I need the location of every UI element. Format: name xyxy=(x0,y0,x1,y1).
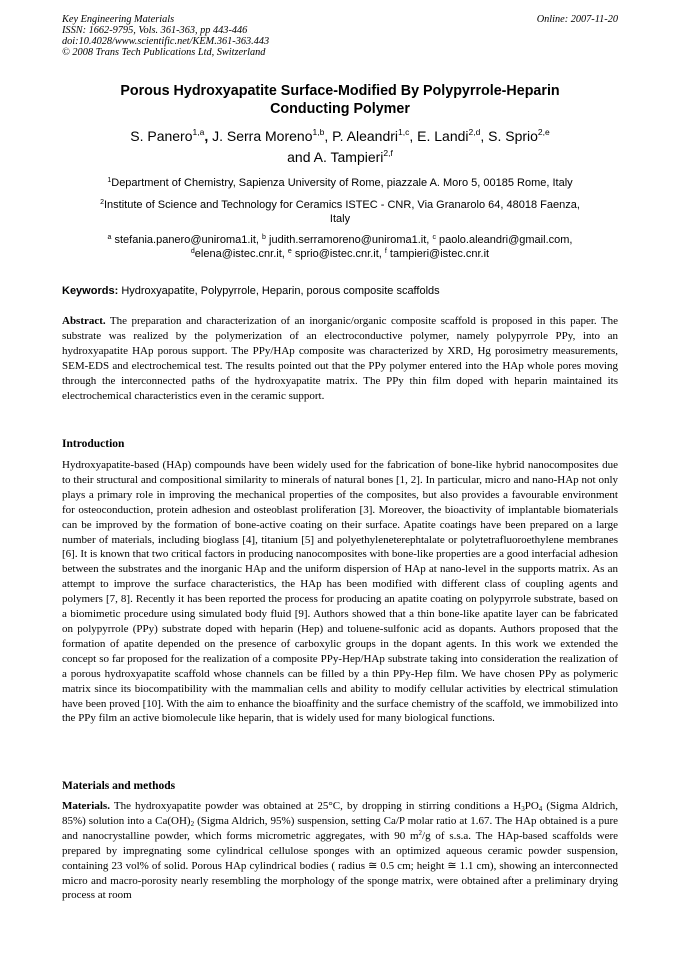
author-affiliation-mark: 2,d xyxy=(468,127,481,137)
email-address[interactable]: paolo.aleandri@gmail.com, xyxy=(439,234,573,246)
materials-paragraph xyxy=(62,799,618,903)
superscript: 2 xyxy=(418,828,423,837)
subscript: 4 xyxy=(538,805,543,813)
author-conjunction: and xyxy=(287,149,314,165)
materials-text: PO xyxy=(524,800,539,812)
email-line-1 xyxy=(62,233,618,247)
email-address[interactable]: sprio@istec.cnr.it, xyxy=(294,248,382,260)
abstract-text: The preparation and characterization of an inorganic/organic composite scaffold is proposed in this paper. The substrate was realized by the polymerization of an electroconductive polymer, namely polypyrrole PPy, into an hydroxyapatite HAp porous support. The PPy/HAp composite was characterized by XRD, Hg porosimetry measurements, SEM-EDS and electrochemical test. The results pointed out that the PPy polymer entered into the HAp whole pores moving through the interconnected paths of the hydroxyapatite matrix. The PPy thin film doped with heparin maintained its electrochemical characteristics even in the ceramic support. xyxy=(62,315,618,402)
affiliation-1 xyxy=(62,176,618,190)
copyright-line: © 2008 Trans Tech Publications Ltd, Switzerland xyxy=(62,47,266,58)
affiliation-2-line-2: Italy xyxy=(329,213,351,225)
introduction-text: Hydroxyapatite-based (HAp) compounds have been widely used for the fabrication of bone-like hybrid nanocomposites due to their structural and compositional similarity to minerals of natural bones [1, 2]. In particular, micro and nano-HAp not only plays a primary role in improving the mechanical properties of the composites, but also provides a favourable environment for osteoconduction, protein adhesion and osteoblast proliferation [3]. Moreover, the bioactivity of implantable biomaterials can be improved by the formation of bone-active coating on their surface. Apatite coatings have been prepared on a large number of materials, including bioglass [4], titanium [5] and polyethyleneterephtalate or polytetrafluoroethylene membranes [6]. It is known that two critical factors in producing nanocomposites with bone-like properties are a good interfacial adhesion between the substrates and the inorganic HAp and the uniform dispersion of HAp at nano-level in the supports matrix. As an attempt to improve the surface characteristics, the HAp has been modified with different class of coupling agents and polymers [7, 8]. Recently it has been reported the process for producing an apatite coating on polypyrrole substrate, based on a biomimetic procedure using simulated body fluid [9]. Authors showed that a thin bone-like apatite layer can be fabricated on polypyrrole (PPy) substrate doped with heparin (Hep) and toluene-sulfonic acid as dopants. Authors proposed that the formation of apatite depended on the presence of carboxylic groups in the dopant agents. In this work we extended the concept so far proposed for the realization of a composite PPy-Hep/HAp substrate taking into consideration the realization of a porous hydroxyapatite scaffold whose channels can be filled by a thin PPy-Hep film. We have chosen PPy as polymeric matrix since its biocompatibility with the mammalian cells and ability to modify cellular activities by electrical stimulation have been proved [10]. With the aim to enhance the bioaffinity and the surface chemistry of the scaffold, we immobilized into the PPy film an active biomolecule like heparin, that is widely used for many biological functions. xyxy=(62,459,618,725)
affiliation-text: Department of Chemistry, Sapienza University of Rome, piazzale A. Moro 5, 00185 Rome, Italy xyxy=(111,177,573,189)
author-separator: , xyxy=(480,128,489,144)
title-line-2: Conducting Polymer xyxy=(270,101,410,117)
materials-text: (Sigma Aldrich, 85%) solution into a Ca(OH) xyxy=(62,800,618,827)
materials-text: /g of s.s.a. The HAp-based scaffolds were prepared by impregnating some cylindrical cellulose sponges with an optimized aqueous ceramic powder suspension, containing 23 vol% of solid. Porous HAp cylindrical bodies ( radius ≅ 0.5 cm; height ≅ 1.1 cm), showing an interconnected micro and macro-porosity nearly resembling the morphology of the sponge matrix, were obtained after a preliminary drying process at room xyxy=(62,829,618,902)
keywords-text: Hydroxyapatite, Polypyrrole, Heparin, porous composite scaffolds xyxy=(121,285,440,297)
email-mark: f xyxy=(384,248,387,255)
email-mark: c xyxy=(432,234,436,241)
email-list xyxy=(62,233,618,261)
author-separator: , xyxy=(324,128,333,144)
affiliation-text: Institute of Science and Technology for Ceramics ISTEC - CNR, Via Granarolo 64, 48018 Faenza, xyxy=(104,199,580,211)
materials-text: The hydroxyapatite powder was obtained at 25°C, by dropping in stirring conditions a H xyxy=(113,800,522,812)
email-address[interactable]: stefania.panero@uniroma1.it, xyxy=(114,234,259,246)
keywords-label: Keywords: xyxy=(62,285,119,297)
author-affiliation-mark: 1,a xyxy=(192,127,205,137)
title-line-1: Porous Hydroxyapatite Surface-Modified By Polypyrrole-Heparin xyxy=(120,83,560,99)
email-line-2 xyxy=(62,247,618,261)
author-affiliation-mark: 1,c xyxy=(398,127,410,137)
doi-line[interactable]: doi:10.4028/www.scientific.net/KEM.361-363.443 xyxy=(62,36,270,47)
keywords xyxy=(62,284,618,298)
author-name: E. Landi xyxy=(417,128,469,144)
email-mark: e xyxy=(287,248,292,255)
email-address[interactable]: elena@istec.cnr.it, xyxy=(194,248,285,260)
affiliation-2-line-1 xyxy=(62,198,618,212)
author-line-2 xyxy=(62,147,618,168)
author-name: S. Panero xyxy=(130,128,193,144)
abstract-label: Abstract. xyxy=(62,315,106,327)
author-affiliation-mark: 2,f xyxy=(383,148,393,158)
journal-name: Key Engineering Materials xyxy=(62,14,175,25)
email-mark: a xyxy=(107,234,112,241)
author-name: J. Serra Moreno xyxy=(212,128,313,144)
methods-heading: Materials and methods xyxy=(62,780,176,792)
author-name: S. Sprio xyxy=(488,128,538,144)
issn-line: ISSN: 1662-9795, Vols. 361-363, pp 443-446 xyxy=(62,25,248,36)
email-mark: d xyxy=(190,248,195,255)
author-separator: , xyxy=(204,128,213,144)
materials-label: Materials. xyxy=(62,800,110,812)
materials-text: (Sigma Aldrich, 95%) suspension, setting Ca/P molar ratio at 1.67. The HAp obtained is a pure and nanocrystalline powder, which forms micrometric aggregates, with 90 m xyxy=(62,814,618,842)
author-line-1 xyxy=(62,126,618,147)
affiliation-number: 1 xyxy=(107,177,112,184)
journal-header xyxy=(62,14,618,58)
online-date: Online: 2007-11-20 xyxy=(536,14,618,25)
email-address[interactable]: tampieri@istec.cnr.it xyxy=(389,248,490,260)
email-address[interactable]: judith.serramoreno@uniroma1.it, xyxy=(269,234,430,246)
author-separator: , xyxy=(409,128,418,144)
subscript: 2 xyxy=(190,819,195,828)
subscript: 3 xyxy=(521,805,525,813)
author-affiliation-mark: 1,b xyxy=(312,127,325,137)
author-name: P. Aleandri xyxy=(332,128,398,144)
author-affiliation-mark: 2,e xyxy=(537,127,550,137)
affiliation-2 xyxy=(62,198,618,226)
email-mark: b xyxy=(262,234,266,241)
paper-title xyxy=(62,82,618,118)
introduction-heading: Introduction xyxy=(62,438,125,450)
author-list xyxy=(62,126,618,168)
affiliation-number: 2 xyxy=(100,199,104,206)
abstract xyxy=(62,314,618,403)
author-name: A. Tampieri xyxy=(313,149,384,165)
